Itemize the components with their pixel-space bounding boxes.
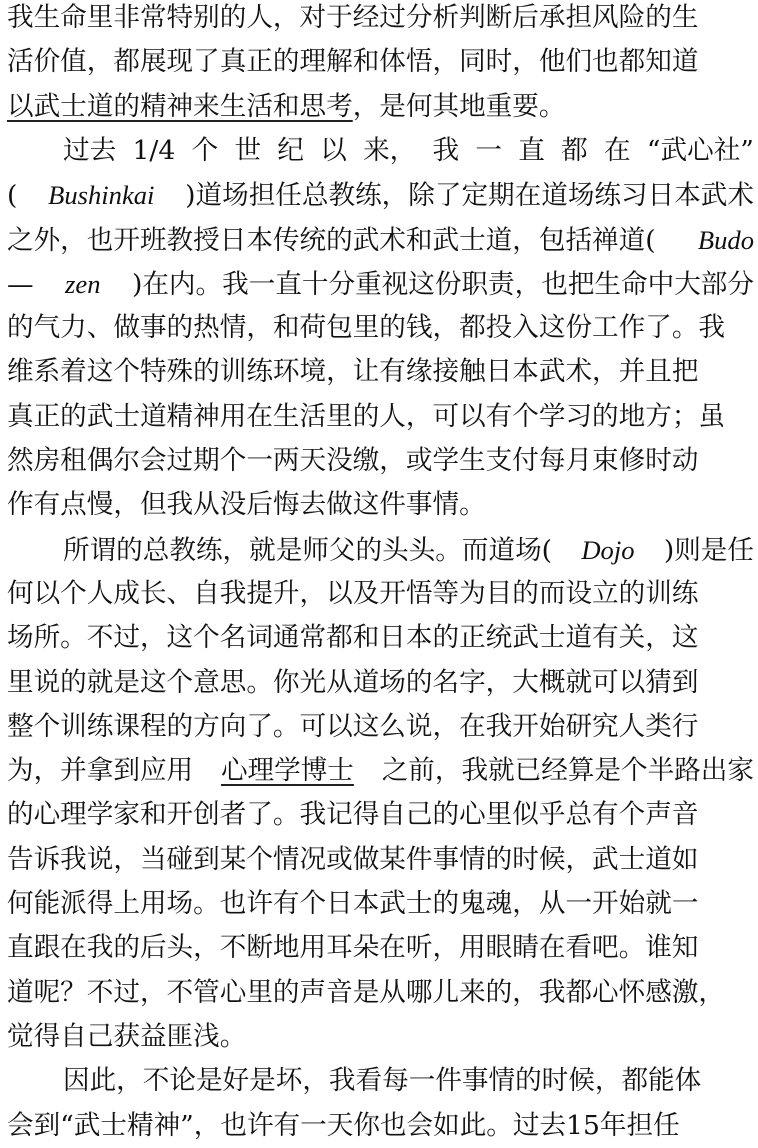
text-segment: “武心社” <box>646 134 754 166</box>
text-segment: )道场担任总教练，除了定期在道场练习日本武术 <box>185 180 754 212</box>
text-line <box>0 85 758 129</box>
text-line <box>0 1059 758 1103</box>
text-line <box>0 306 758 350</box>
text-segment: 在 <box>604 134 631 166</box>
text-line <box>0 926 758 970</box>
text-segment: 维系着这个特殊的训练环境，让有缘接触日本武术，并且把 <box>7 356 699 388</box>
text-segment: 之前，我就已经算是个半路出家 <box>381 755 754 787</box>
text-segment: 的心理学家和开创者了。我记得自己的心里似乎总有个声音 <box>7 799 699 831</box>
text-segment: 整个训练课程的方向了。可以这么说，在我开始研究人类行 <box>7 710 699 742</box>
text-segment: 所谓的总教练，就是师父的头头。而道场( <box>63 534 553 566</box>
text-line <box>0 838 758 882</box>
text-segment: )在内。我一直十分重视这份职责，也把生命中大部分 <box>131 268 754 300</box>
text-line <box>0 971 758 1015</box>
text-segment: 个 <box>191 134 219 166</box>
text-segment: 过去 <box>63 134 117 166</box>
text-line <box>0 395 758 439</box>
text-line <box>0 218 758 262</box>
text-line <box>0 1015 758 1059</box>
text-segment: 以 <box>320 134 347 166</box>
text-line <box>0 129 758 173</box>
text-segment: 一 <box>475 134 502 166</box>
latin-term: Dojo <box>581 534 635 565</box>
text-segment: 的气力、做事的热情，和荷包里的钱，都投入这份工作了。我 <box>7 312 726 344</box>
text-line <box>0 793 758 837</box>
text-segment: 来， <box>363 134 417 166</box>
text-segment: 直跟在我的后头，不断地用耳朵在听，用眼睛在看吧。谁知 <box>7 932 699 964</box>
text-segment: 道呢？不过，不管心里的声音是从哪儿来的，我都心怀感激， <box>7 976 726 1008</box>
text-line <box>0 40 758 84</box>
text-segment: 会到“武士精神”，也许有一天你也会如此。过去15年担任 <box>7 1109 680 1141</box>
text-line <box>0 661 758 705</box>
text-segment: 觉得自己获益匪浅。 <box>7 1020 247 1052</box>
text-segment: )则是任 <box>663 534 754 566</box>
text-segment: 然房租偶尔会过期个一两天没缴，或学生支付每月束修时动 <box>7 445 699 476</box>
text-segment: 何能派得上用场。也许有个日本武士的鬼魂，从一开始就一 <box>7 888 699 919</box>
text-segment: 场所。不过，这个名词通常都和日本的正统武士道有关，这 <box>7 622 699 654</box>
text-segment: 因此，不论是好是坏，我看每一件事情的时候，都能体 <box>63 1065 702 1097</box>
text-line <box>0 1104 758 1148</box>
text-segment: 我生命里非常特别的人，对于经过分析判断后承担风险的生 <box>7 2 699 33</box>
text-line <box>0 705 758 749</box>
text-line <box>0 439 758 483</box>
text-segment: 里说的就是这个意思。你光从道场的名字，大概就可以猜到 <box>7 666 699 698</box>
text-line <box>0 749 758 793</box>
text-line <box>0 0 758 40</box>
text-segment: 为，并拿到应用 <box>7 755 194 787</box>
latin-term: Bushinkai <box>48 180 155 211</box>
text-segment: 之外，也开班教授日本传统的武术和武士道，包括禅道( <box>7 224 656 256</box>
text-segment: 直 <box>518 134 545 166</box>
text-line <box>0 616 758 660</box>
text-line <box>0 350 758 394</box>
text-segment: 何以个人成长、自我提升，以及开悟等为目的而设立的训练 <box>7 577 699 609</box>
text-line <box>0 528 758 572</box>
text-segment: 告诉我说，当碰到某个情况或做某件事情的时候，武士道如 <box>7 843 699 875</box>
text-line <box>0 262 758 306</box>
text-segment: 真正的武士道精神用在生活里的人，可以有个学习的地方；虽 <box>7 400 726 432</box>
underlined-phrase: 以武士道的精神来生活和思考 <box>7 90 353 122</box>
text-segment: 都 <box>561 134 588 166</box>
text-segment: — <box>7 268 34 300</box>
text-segment: 我 <box>432 134 460 166</box>
text-line <box>0 882 758 926</box>
text-segment: 1/4 <box>132 134 176 166</box>
text-line <box>0 483 758 527</box>
text-line <box>0 173 758 217</box>
latin-term: zen <box>65 268 101 299</box>
text-segment: 活价值，都展现了真正的理解和体悟，同时，他们也都知道 <box>7 46 699 78</box>
text-segment: 世 <box>234 134 262 166</box>
text-segment: 纪 <box>277 134 304 166</box>
text-segment: ，是何其地重要。 <box>352 90 566 122</box>
latin-term: Budo <box>697 224 754 255</box>
text-segment: ( <box>7 180 18 212</box>
text-segment: 作有点慢，但我从没后悔去做这件事情。 <box>7 489 486 521</box>
underlined-phrase: 心理学博士 <box>220 755 354 787</box>
text-line <box>0 572 758 616</box>
